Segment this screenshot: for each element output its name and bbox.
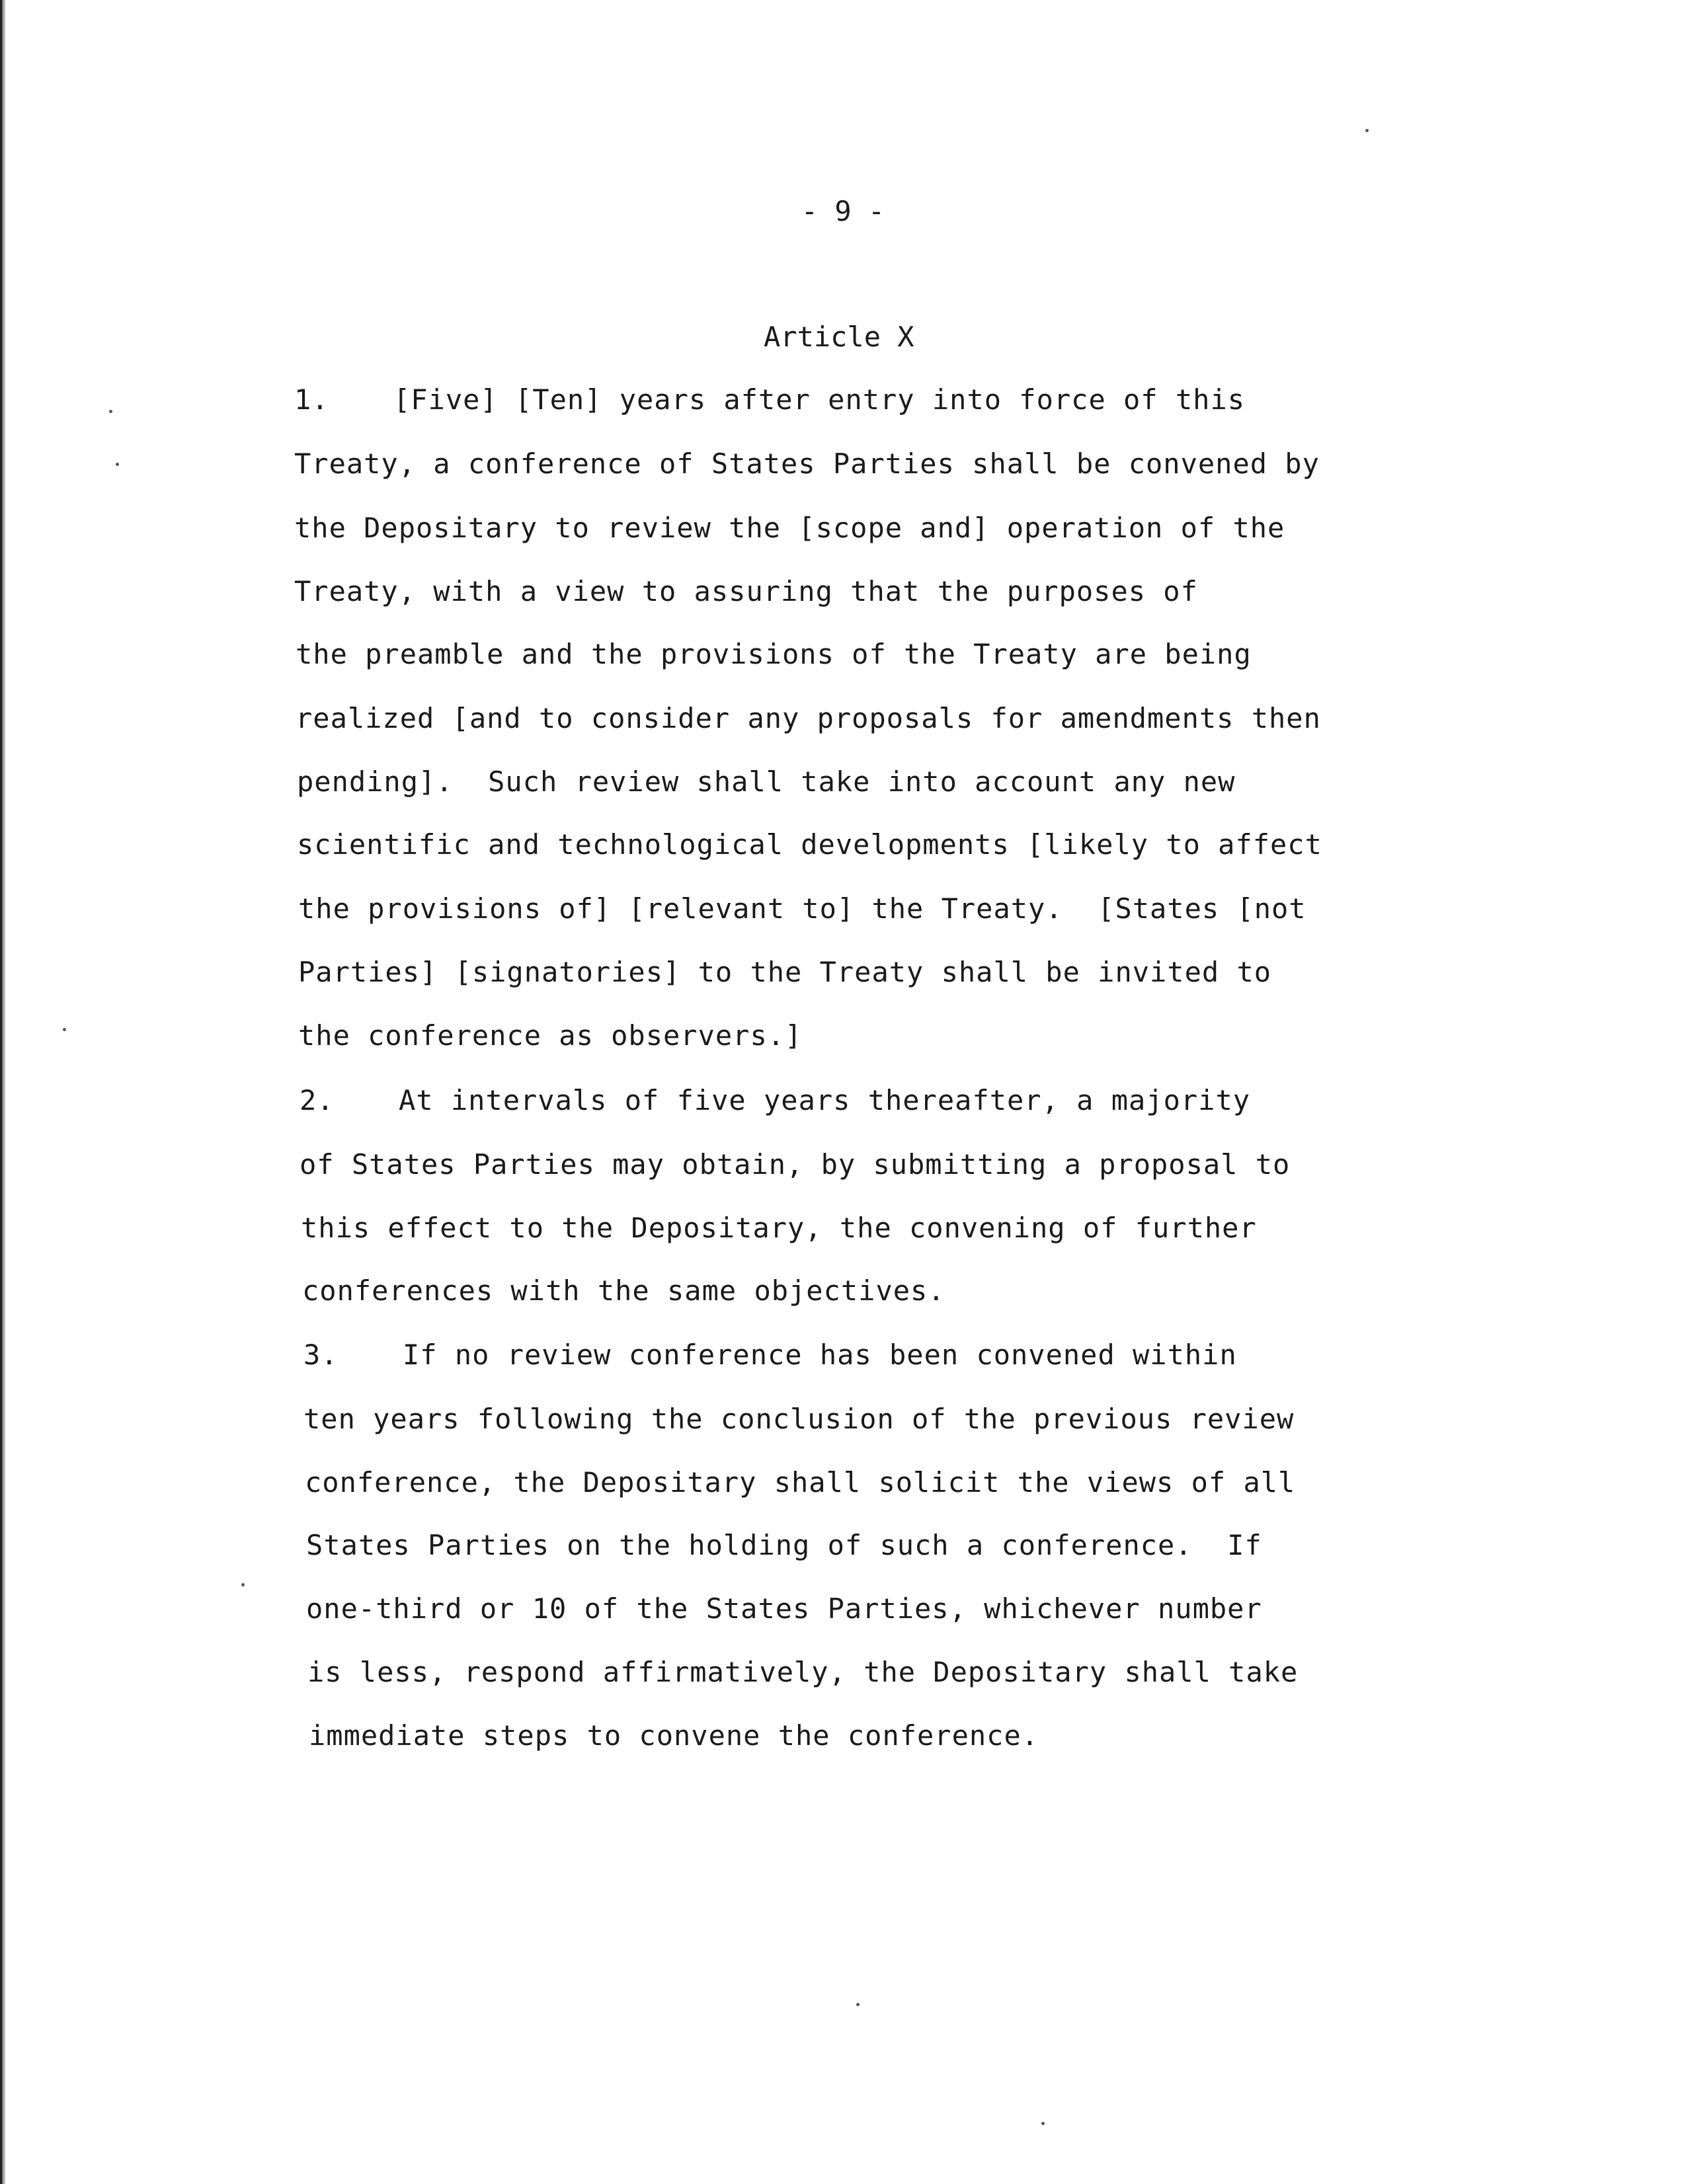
paragraph-1-line: Treaty, with a view to assuring that the purposes of — [294, 575, 1198, 607]
paragraph-1-line: the provisions of] [relevant to] the Treaty. [States [not — [298, 892, 1306, 925]
scan-binding-edge — [0, 0, 9, 2184]
scan-speck — [241, 1583, 245, 1586]
paragraph-1-line: Treaty, a conference of States Parties shall be convened by — [294, 448, 1320, 480]
scan-speck — [856, 2003, 860, 2006]
paragraph-3-line: ten years following the conclusion of the previous review — [303, 1403, 1295, 1435]
paragraph-1-line: the conference as observers.] — [298, 1019, 803, 1052]
paragraph-3-line: is less, respond affirmatively, the Depositary shall take — [307, 1656, 1299, 1688]
paragraph-number: 2. — [300, 1084, 335, 1116]
paragraph-3-line: immediate steps to convene the conference. — [309, 1719, 1039, 1752]
paragraph-1-line: pending]. Such review shall take into account any new — [297, 765, 1236, 798]
paragraph-1-line: the preamble and the provisions of the Treaty are being — [296, 638, 1252, 670]
paragraph-number: 1. — [294, 383, 329, 416]
paragraph-1-line: realized [and to consider any proposals for amendments then — [296, 702, 1321, 734]
paragraph-1-line: 1. [Five] [Ten] years after entry into force of this — [294, 383, 1246, 416]
scan-speck — [63, 1028, 66, 1031]
paragraph-2-line: of States Parties may obtain, by submitting a proposal to — [300, 1148, 1291, 1181]
paragraph-2-line: 2. At intervals of five years thereafter, a majority — [300, 1084, 1251, 1116]
page-number: - 9 - — [801, 195, 885, 227]
article-heading: Article X — [764, 321, 914, 353]
paragraph-3-line: one-third or 10 of the States Parties, whichever number — [306, 1592, 1262, 1625]
paragraph-1-line: Parties] [signatories] to the Treaty shall be invited to — [298, 956, 1272, 988]
paragraph-3-line: conference, the Depositary shall solicit the views of all — [305, 1466, 1296, 1499]
scan-speck — [1041, 2122, 1045, 2125]
paragraph-2-line: this effect to the Depositary, the convening of further — [301, 1212, 1257, 1244]
paragraph-1-line: scientific and technological developments [likely to affect — [297, 828, 1322, 861]
paragraph-3-line: 3. If no review conference has been convened within — [303, 1339, 1237, 1371]
scan-speck — [109, 410, 112, 413]
paragraph-1-line: the Depositary to review the [scope and] operation of the — [294, 512, 1285, 544]
paragraph-2-line: conferences with the same objectives. — [302, 1274, 945, 1307]
scan-speck — [1365, 129, 1369, 132]
scan-speck — [116, 463, 119, 466]
paragraph-3-line: States Parties on the holding of such a conference. If — [306, 1529, 1262, 1561]
paragraph-number: 3. — [303, 1339, 339, 1371]
